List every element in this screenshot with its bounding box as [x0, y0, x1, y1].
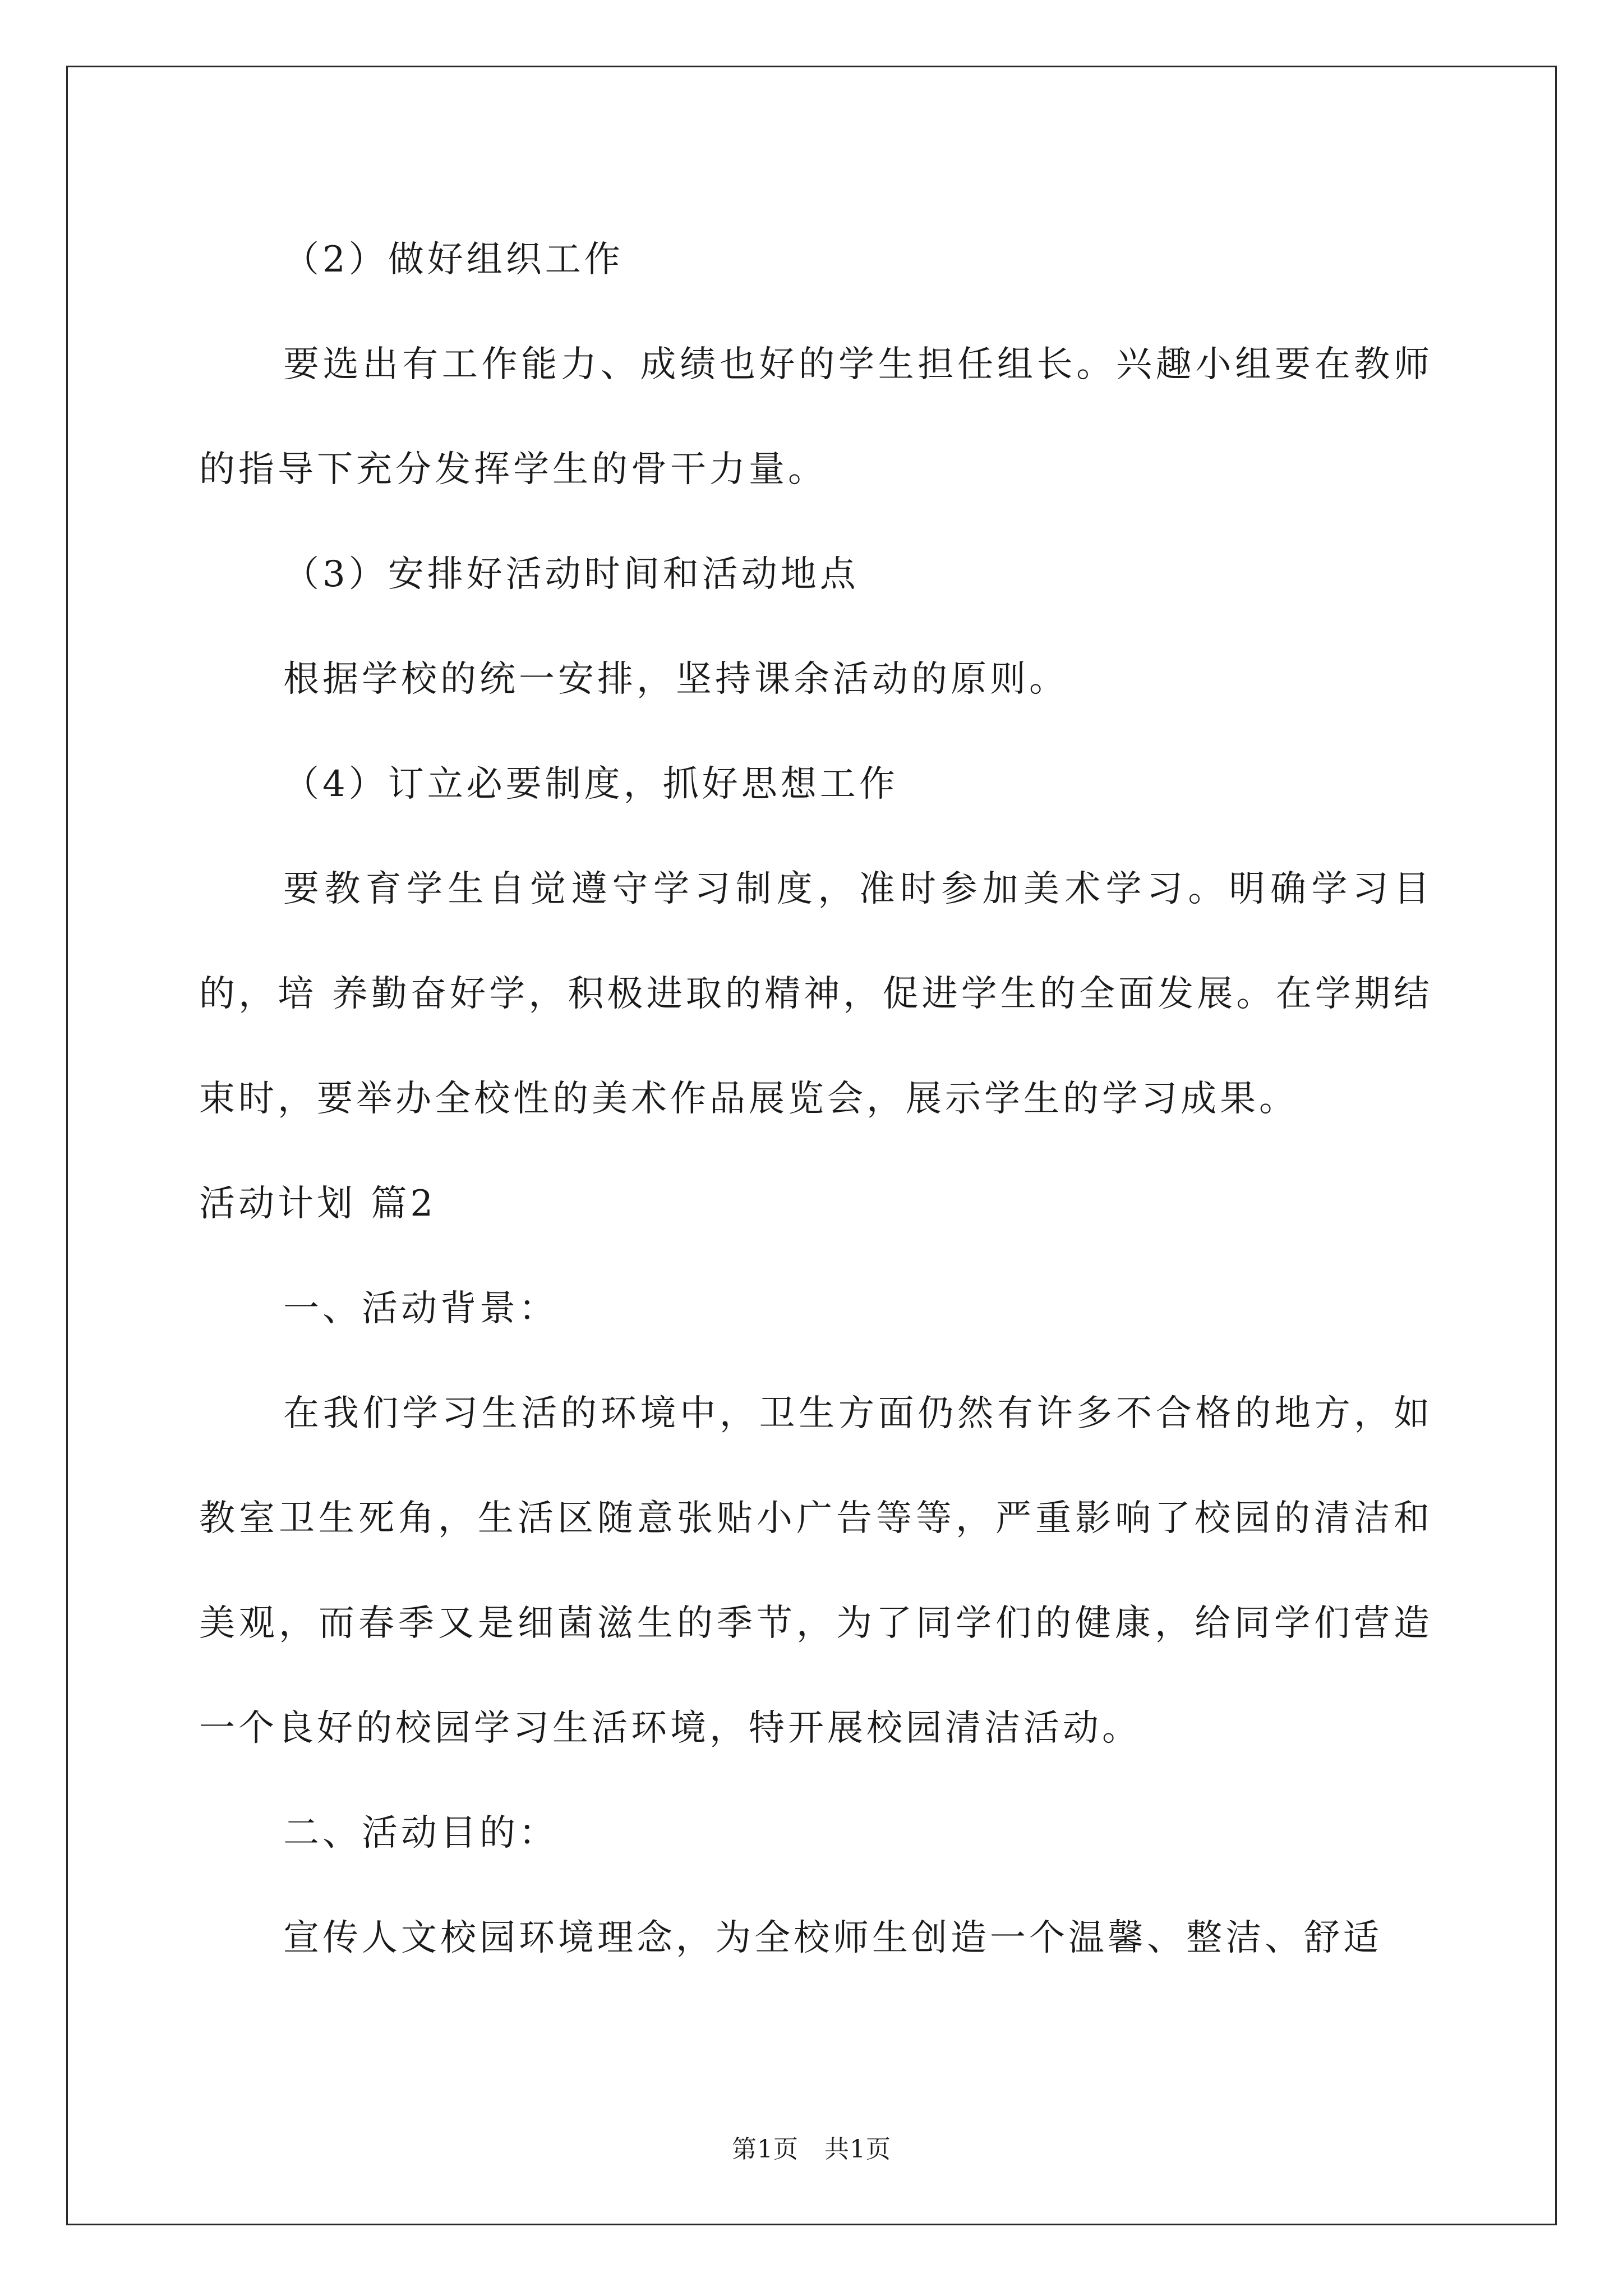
paragraph-organization-body: 要选出有工作能力、成绩也好的学生担任组长。兴趣小组要在教师的指导下充分发挥学生的骨干力量。	[199, 344, 1433, 490]
page-number-total: 共1页	[824, 2135, 891, 2164]
paragraph-subheading-rules: （4）订立必要制度，抓好思想工作	[283, 763, 898, 805]
page-footer	[0, 2129, 1623, 2165]
paragraph-background-body: 在我们学习生活的环境中，卫生方面仍然有许多不合格的地方，如教室卫生死角，生活区随意张贴小广告等等，严重影响了校园的清洁和美观，而春季又是细菌滋生的季节，为了同学们的健康，给同学们营造一个良好的校园学习生活环境，特开展校园清洁活动。	[199, 1393, 1433, 1749]
paragraph-subheading-organization: （2）做好组织工作	[283, 239, 624, 280]
paragraph-rules-body: 要教育学生自觉遵守学习制度，准时参加美术学习。明确学习目的，培 养勤奋好学，积极进取的精神，促进学生的全面发展。在学期结束时，要举办全校性的美术作品展览会，展示学生的学习成果。	[199, 868, 1433, 1120]
paragraph-schedule-body: 根据学校的统一安排，坚持课余活动的原则。	[283, 659, 1068, 700]
document-body	[199, 208, 1433, 1991]
paragraph-subheading-background: 一、活动背景：	[283, 1288, 558, 1329]
paragraph-subheading-schedule: （3）安排好活动时间和活动地点	[283, 554, 859, 595]
section-heading-plan-2: 活动计划 篇2	[199, 1183, 437, 1225]
paragraph-purpose-body: 宣传人文校园环境理念，为全校师生创造一个温馨、整洁、舒适	[283, 1917, 1382, 1959]
paragraph-subheading-purpose: 二、活动目的：	[283, 1812, 558, 1854]
page-number-current: 第1页	[732, 2135, 799, 2164]
